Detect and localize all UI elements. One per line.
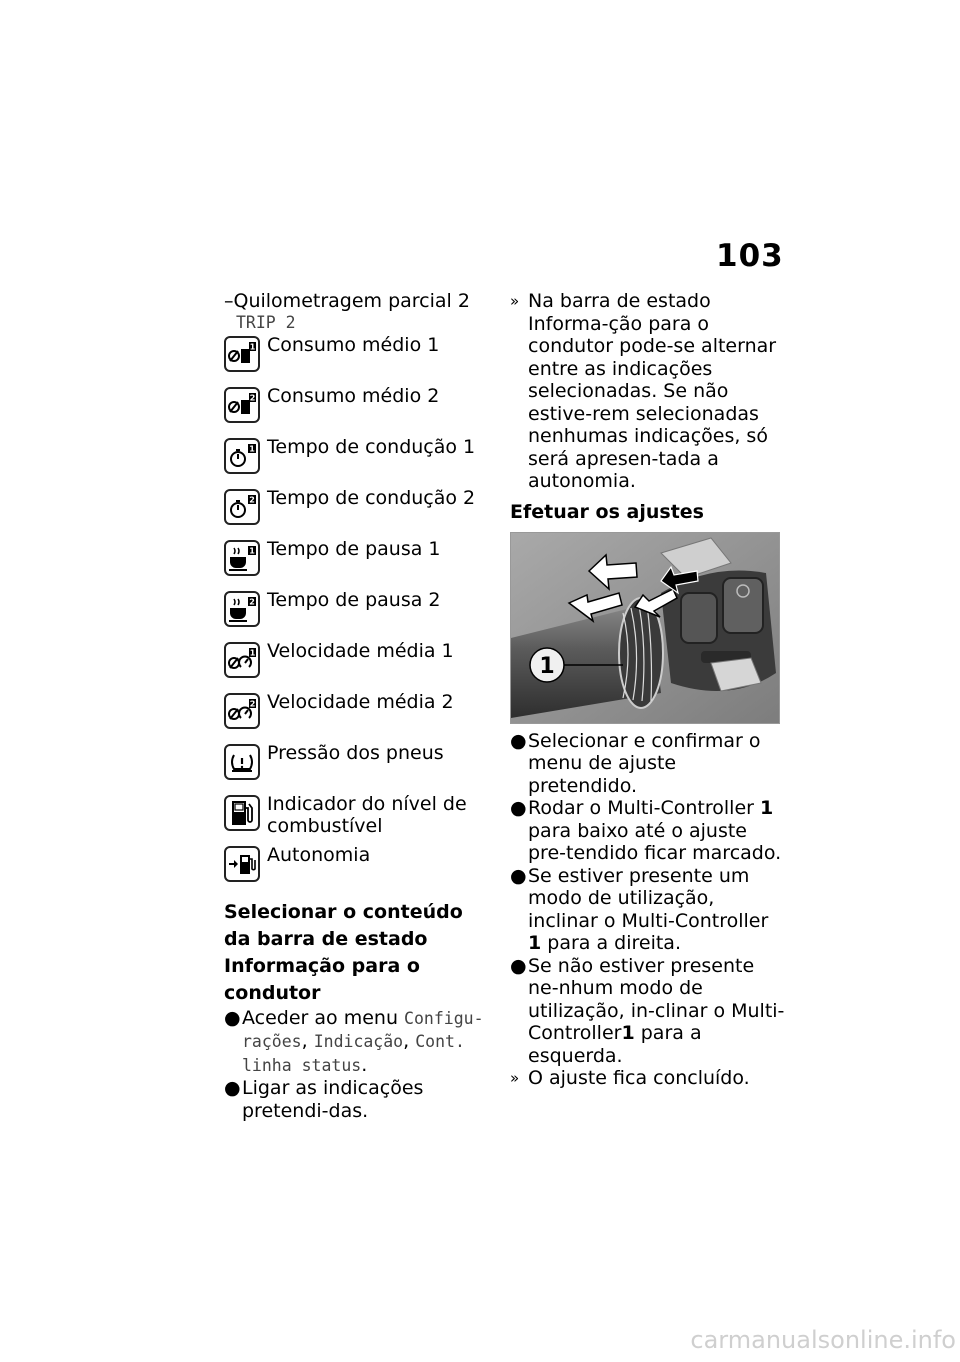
svg-text:2: 2 — [249, 393, 256, 402]
svg-text:1: 1 — [249, 546, 255, 555]
svg-text:2: 2 — [249, 699, 256, 708]
svg-text:1: 1 — [249, 648, 256, 657]
section-heading: Efetuar os ajustes — [510, 500, 704, 523]
page-number: 103 — [716, 238, 784, 274]
callout-ref: 1 — [760, 797, 774, 819]
list-item-label: Velocidade média 2 — [267, 690, 454, 713]
instruction-step — [224, 1077, 490, 1122]
fuel-level-icon — [224, 795, 260, 831]
tyre-pressure-icon — [224, 744, 260, 780]
list-item — [228, 742, 490, 793]
list-item-label: Consumo médio 1 — [267, 333, 440, 356]
left-column — [224, 290, 490, 1122]
callout-ref: 1 — [621, 1022, 635, 1044]
riding-time-1-icon — [224, 438, 260, 474]
multi-controller-figure — [510, 532, 780, 724]
list-item-label: Tempo de pausa 1 — [267, 537, 441, 560]
bullet-icon: ● — [510, 797, 527, 819]
instruction-step — [510, 865, 785, 955]
list-item — [228, 385, 490, 436]
list-item-label: Tempo de condução 2 — [267, 486, 476, 509]
list-item — [228, 436, 490, 487]
list-item-label: Indicador do nível de combustível — [267, 792, 467, 837]
range-icon — [224, 846, 260, 882]
icon-list — [228, 334, 490, 889]
result-text — [510, 290, 785, 493]
svg-text:1: 1 — [249, 444, 255, 453]
step-text: Selecionar e confirmar o menu de ajuste pretendido. — [528, 729, 761, 797]
watermark: carmanualsonline.info — [690, 1326, 956, 1354]
result-arrow-icon: » — [510, 292, 520, 310]
list-item — [228, 691, 490, 742]
list-item — [228, 589, 490, 640]
avg-consumption-2-icon — [224, 387, 260, 423]
riding-time-2-icon — [224, 489, 260, 525]
list-item — [228, 793, 490, 844]
separator: , — [403, 1030, 416, 1052]
list-item — [228, 538, 490, 589]
step-text: para a direita. — [541, 932, 681, 954]
result-text-content: Na barra de estado Informa-ção para o condutor pode-se alternar entre as indicações selecionadas. Se não estive-rem selecionadas nenhumas indicações, só será apresen-tada a autonomia. — [528, 290, 777, 492]
instruction-step — [224, 1007, 490, 1078]
section-heading: Selecionar o conteúdo da barra de estado Informação para o condutor — [224, 900, 463, 1004]
list-item-label: Pressão dos pneus — [267, 741, 444, 764]
bullet-icon: ● — [224, 1077, 241, 1099]
list-item-label: Consumo médio 2 — [267, 384, 440, 407]
result-text — [510, 1067, 785, 1090]
pause-time-1-icon — [224, 540, 260, 576]
svg-text:2: 2 — [249, 597, 255, 606]
result-text-content: O ajuste fica concluído. — [528, 1067, 750, 1089]
trip-title: –Quilometragem parcial 2 — [224, 290, 470, 312]
step-text: Ligar as indicações pretendi-das. — [242, 1077, 424, 1122]
list-item — [228, 844, 490, 889]
list-item — [228, 334, 490, 385]
step-text: Se estiver presente um modo de utilização, inclinar o Multi-Controller — [528, 864, 769, 932]
handlebar-photo-illustration — [511, 533, 779, 723]
list-item-label: Velocidade média 1 — [267, 639, 454, 662]
figure-callout-1: 1 — [539, 653, 555, 679]
trip-code: TRIP 2 — [236, 312, 296, 332]
list-item — [228, 640, 490, 691]
bullet-icon: ● — [510, 954, 527, 977]
svg-text:1: 1 — [249, 342, 256, 351]
bullet-icon: ● — [224, 1006, 241, 1029]
avg-consumption-1-icon — [224, 336, 260, 372]
result-arrow-icon: » — [510, 1069, 520, 1087]
pause-time-2-icon — [224, 591, 260, 627]
step-text: para a esquerda. — [528, 1022, 702, 1067]
menu-path-settings: Configu-rações — [242, 1008, 484, 1051]
menu-path-status-line: Cont. linha status — [242, 1032, 465, 1075]
separator: , — [301, 1030, 314, 1052]
bullet-icon: ● — [510, 864, 527, 887]
svg-text:2: 2 — [249, 495, 255, 504]
avg-speed-1-icon — [224, 642, 260, 678]
step-end: . — [361, 1053, 368, 1076]
list-item-label: Tempo de condução 1 — [267, 435, 476, 458]
step-text: para baixo até o ajuste pre-tendido ficar marcado. — [528, 819, 782, 864]
step-text: Aceder ao menu — [242, 1006, 405, 1029]
instruction-step — [510, 797, 785, 865]
right-column — [510, 290, 785, 1090]
step-text: Rodar o Multi-Controller — [528, 797, 760, 819]
menu-path-display: Indicação — [313, 1032, 404, 1051]
instruction-step — [510, 730, 785, 798]
list-item — [228, 487, 490, 538]
step-text: Se não estiver presente ne-nhum modo de utilização, in-clinar o Multi-Controller — [528, 954, 785, 1044]
avg-speed-2-icon — [224, 693, 260, 729]
bullet-icon: ● — [510, 729, 527, 752]
list-item-label: Tempo de pausa 2 — [267, 588, 441, 611]
instruction-step — [510, 955, 785, 1068]
list-item-label: Autonomia — [267, 843, 371, 866]
callout-ref: 1 — [528, 932, 542, 954]
